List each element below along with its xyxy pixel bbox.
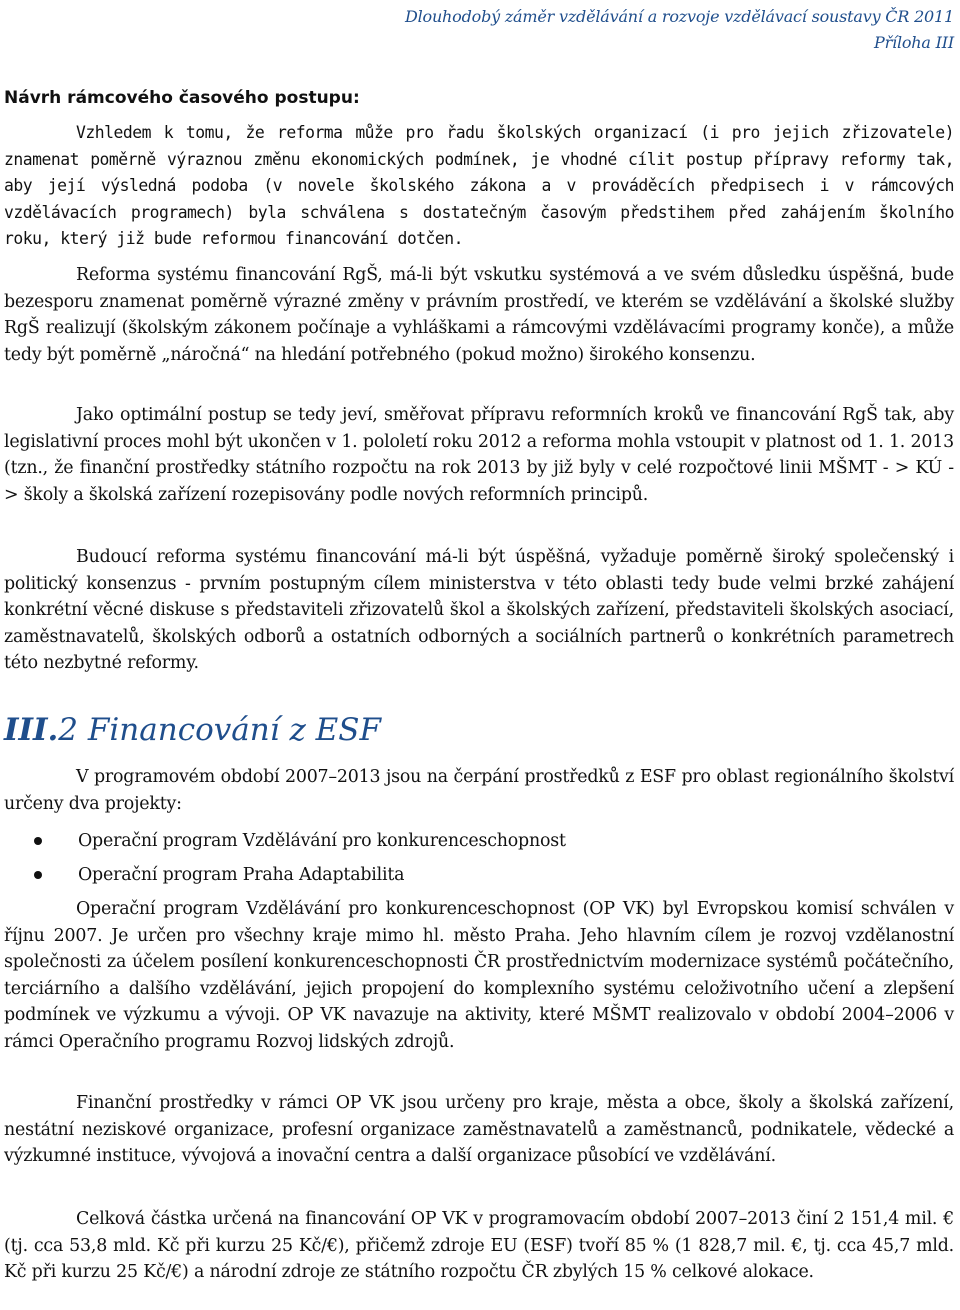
list-item-text: Operační program Praha Adaptabilita (78, 865, 405, 885)
header-title: Dlouhodobý záměr vzdělávání a rozvoje vzdělávací soustavy ČR 2011 (404, 7, 954, 26)
section-title-text: 2 Financování z ESF (58, 712, 382, 748)
paragraph: Budoucí reforma systému financování má-li být úspěšná, vyžaduje poměrně široký společenský i politický konsenzus - prvním postupným cílem ministerstva v této oblasti tedy bude velmi brzké zahájení konkrétní věcné diskuse s představiteli zřizovatelů škol a školských zařízení, představiteli školských asociací, zaměstnavatelů, školských odborů a ostatních odborných a sociálních partnerů o konkrétních parametrech této nezbytné reformy. (4, 547, 954, 674)
running-header (405, 4, 954, 56)
paragraph: Vzhledem k tomu, že reforma může pro řadu školských organizací (i pro jejich zřizovatele) znamenat poměrně výraznou změnu ekonomických podmínek, je vhodné cílit postup přípravy reformy tak, aby její výsledná podoba (v novele školského zákona a v prováděcích předpisech i v rámcových vzdělávacích programech) byla schválena s dostatečným časovým předstihem před zahájením školního roku, který již bude reformou financování dotčen. (4, 123, 954, 249)
paragraph: Finanční prostředky v rámci OP VK jsou určeny pro kraje, města a obce, školy a školská zařízení, nestátní neziskové organizace, profesní organizace zaměstnavatelů a zaměstnanců, podnikatele, vědecké a výzkumné instituce, vývojová a inovační centra a další organizace působící ve vzdělávání. (4, 1093, 954, 1167)
paragraph: Jako optimální postup se tedy jeví, směřovat přípravu reformních kroků ve financování RgŠ tak, aby legislativní proces mohl být ukončen v 1. pololetí roku 2012 a reforma mohla vstoupit v platnost od 1. 1. 2013 (tzn., že finanční prostředky státního rozpočtu na rok 2013 by již byly v celé rozpočtové linii MŠMT - > KÚ - > školy a školská zařízení rozepisovány podle nových reformních principů. (4, 405, 954, 505)
list-item-text: Operační program Vzdělávání pro konkurenceschopnost (78, 831, 566, 851)
section-heading: Návrh rámcového časového postupu: (4, 88, 360, 108)
section-number: III. (4, 712, 59, 748)
paragraph: Celková částka určená na financování OP VK v programovacím období 2007–2013 činí 2 151,4 mil. € (tj. cca 53,8 mld. Kč při kurzu 25 Kč/€), přičemž zdroje EU (ESF) tvoří 85 % (1 828,7 mil. €, tj. cca 45,7 mld. Kč při kurzu 25 Kč/€) a národní zdroje ze státního rozpočtu ČR zbylých 15 % celkové alokace. (4, 1209, 954, 1283)
section-title (4, 712, 381, 748)
bullet-icon (34, 871, 42, 879)
paragraph: V programovém období 2007–2013 jsou na čerpání prostředků z ESF pro oblast regionálního školství určeny dva projekty: (4, 767, 954, 814)
header-annex: Příloha III (874, 33, 954, 52)
paragraph: Reforma systému financování RgŠ, má-li být vskutku systémová a ve svém důsledku úspěšná, bude bezesporu znamenat poměrně výrazné změny v právním prostředí, ve kterém se vzdělávání a školské služby RgŠ realizují (školským zákonem počínaje a vyhláškami a rámcovými vzdělávacími programy konče), a může tedy být poměrně „náročná“ na hledání potřebného (pokud možno) širokého konsenzu. (4, 265, 954, 365)
paragraph: Operační program Vzdělávání pro konkurenceschopnost (OP VK) byl Evropskou komisí schválen v říjnu 2007. Je určen pro všechny kraje mimo hl. město Praha. Jeho hlavním cílem je rozvoj vzdělanostní společnosti za účelem posílení konkurenceschopnosti ČR prostřednictvím modernizace systémů počátečního, terciárního a dalšího vzdělávání, jejich propojení do komplexního systému celoživotního učení a zlepšení podmínek ve výzkumu a vývoji. OP VK navazuje na aktivity, které MŠMT realizovalo v období 2004–2006 v rámci Operačního programu Rozvoj lidských zdrojů. (4, 899, 954, 1052)
bullet-icon (34, 837, 42, 845)
bullet-list (0, 824, 960, 892)
list-item (0, 824, 960, 858)
list-item (0, 858, 960, 892)
